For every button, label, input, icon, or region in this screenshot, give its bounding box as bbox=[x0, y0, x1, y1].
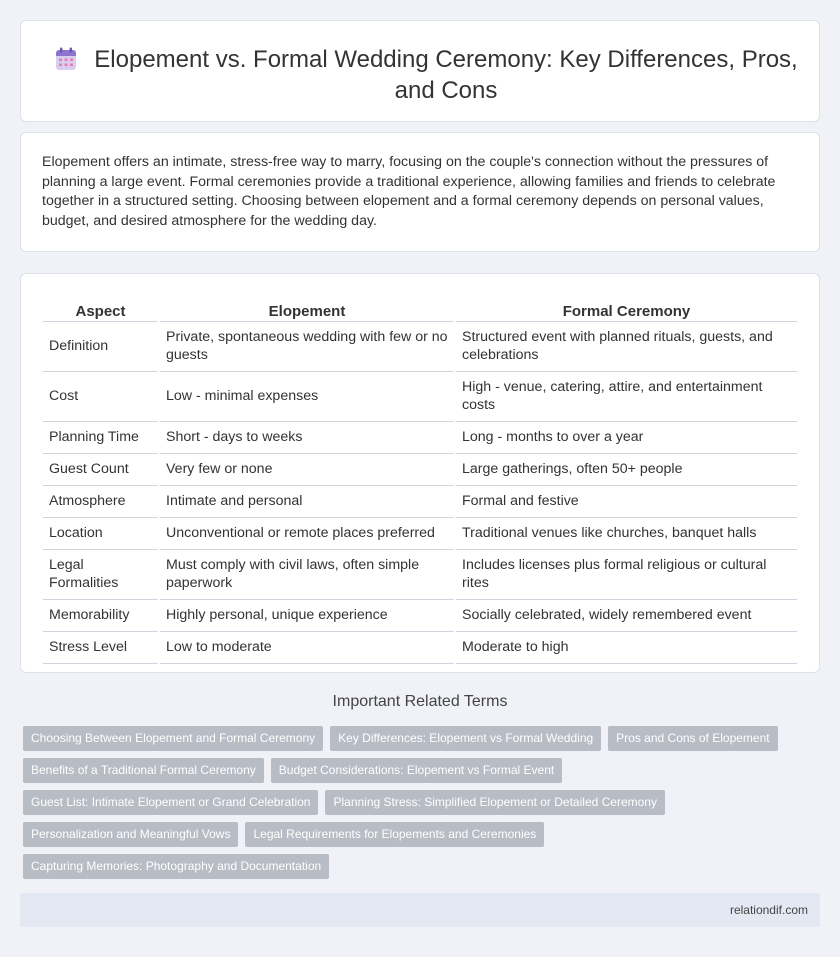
related-term-tag[interactable]: Legal Requirements for Elopements and Ceremonies bbox=[245, 822, 544, 847]
related-term-tag[interactable]: Personalization and Meaningful Vows bbox=[23, 822, 238, 847]
cell-elopement: Private, spontaneous wedding with few or no guests bbox=[160, 322, 454, 372]
cell-aspect: Planning Time bbox=[43, 422, 158, 454]
comparison-table bbox=[41, 294, 799, 664]
table-row bbox=[43, 632, 797, 664]
cell-elopement: Short - days to weeks bbox=[160, 422, 454, 454]
related-term-tag[interactable]: Capturing Memories: Photography and Documentation bbox=[23, 854, 329, 879]
cell-aspect: Legal Formalities bbox=[43, 550, 158, 600]
cell-elopement: Low to moderate bbox=[160, 632, 454, 664]
header-card bbox=[20, 20, 820, 122]
cell-formal-ceremony: Formal and festive bbox=[456, 486, 797, 518]
cell-aspect: Memorability bbox=[43, 600, 158, 632]
related-terms-row bbox=[23, 758, 813, 784]
related-term-tag[interactable]: Guest List: Intimate Elopement or Grand Celebration bbox=[23, 790, 318, 815]
title-section bbox=[21, 21, 821, 123]
table-row bbox=[43, 454, 797, 486]
table-row bbox=[43, 550, 797, 600]
cell-formal-ceremony: Socially celebrated, widely remembered event bbox=[456, 600, 797, 632]
header-elopement: Elopement bbox=[160, 294, 454, 322]
cell-formal-ceremony: High - venue, catering, attire, and entertainment costs bbox=[456, 372, 797, 422]
related-terms-row bbox=[23, 726, 813, 752]
table-row bbox=[43, 372, 797, 422]
cell-formal-ceremony: Structured event with planned rituals, guests, and celebrations bbox=[456, 322, 797, 372]
intro-card bbox=[20, 132, 820, 252]
page-title: Elopement vs. Formal Wedding Ceremony: Key Differences, Pros, and Cons bbox=[94, 46, 798, 104]
cell-elopement: Very few or none bbox=[160, 454, 454, 486]
cell-formal-ceremony: Long - months to over a year bbox=[456, 422, 797, 454]
cell-aspect: Cost bbox=[43, 372, 158, 422]
related-term-tag[interactable]: Benefits of a Traditional Formal Ceremony bbox=[23, 758, 264, 783]
cell-elopement: Low - minimal expenses bbox=[160, 372, 454, 422]
related-terms-title: Important Related Terms bbox=[332, 693, 508, 710]
table-row bbox=[43, 486, 797, 518]
cell-formal-ceremony: Includes licenses plus formal religious or cultural rites bbox=[456, 550, 797, 600]
calendar-icon bbox=[55, 47, 77, 71]
footer bbox=[20, 893, 820, 927]
related-terms-list bbox=[23, 726, 813, 886]
related-term-tag[interactable]: Budget Considerations: Elopement vs Formal Event bbox=[271, 758, 562, 783]
cell-formal-ceremony: Traditional venues like churches, banquet halls bbox=[456, 518, 797, 550]
table-row bbox=[43, 600, 797, 632]
cell-aspect: Guest Count bbox=[43, 454, 158, 486]
header-formal-ceremony: Formal Ceremony bbox=[456, 294, 797, 322]
table-row bbox=[43, 422, 797, 454]
table-header-row bbox=[43, 294, 797, 322]
cell-formal-ceremony: Moderate to high bbox=[456, 632, 797, 664]
cell-formal-ceremony: Large gatherings, often 50+ people bbox=[456, 454, 797, 486]
table-row bbox=[43, 518, 797, 550]
cell-elopement: Intimate and personal bbox=[160, 486, 454, 518]
related-terms-row bbox=[23, 822, 813, 848]
cell-elopement: Highly personal, unique experience bbox=[160, 600, 454, 632]
cell-aspect: Definition bbox=[43, 322, 158, 372]
comparison-card bbox=[20, 273, 820, 673]
related-term-tag[interactable]: Key Differences: Elopement vs Formal Wedding bbox=[330, 726, 601, 751]
cell-aspect: Location bbox=[43, 518, 158, 550]
header-aspect: Aspect bbox=[43, 294, 158, 322]
cell-elopement: Unconventional or remote places preferred bbox=[160, 518, 454, 550]
related-terms-row bbox=[23, 790, 813, 816]
related-term-tag[interactable]: Pros and Cons of Elopement bbox=[608, 726, 777, 751]
cell-aspect: Stress Level bbox=[43, 632, 158, 664]
related-term-tag[interactable]: Planning Stress: Simplified Elopement or Detailed Ceremony bbox=[325, 790, 665, 815]
cell-aspect: Atmosphere bbox=[43, 486, 158, 518]
related-term-tag[interactable]: Choosing Between Elopement and Formal Ceremony bbox=[23, 726, 323, 751]
cell-elopement: Must comply with civil laws, often simple paperwork bbox=[160, 550, 454, 600]
footer-site-link[interactable]: relationdif.com bbox=[729, 903, 808, 917]
intro-paragraph: Elopement offers an intimate, stress-free way to marry, focusing on the couple's connection without the pressures of planning a large event. Formal ceremonies provide a traditional experience, allowing families and friends to celebrate together in a structured setting. Choosing between elopement and a formal ceremony depends on personal values, budget, and desired atmosphere for the wedding day. bbox=[42, 154, 776, 229]
related-terms-row bbox=[23, 854, 813, 880]
table-row bbox=[43, 322, 797, 372]
table-body bbox=[43, 322, 797, 664]
